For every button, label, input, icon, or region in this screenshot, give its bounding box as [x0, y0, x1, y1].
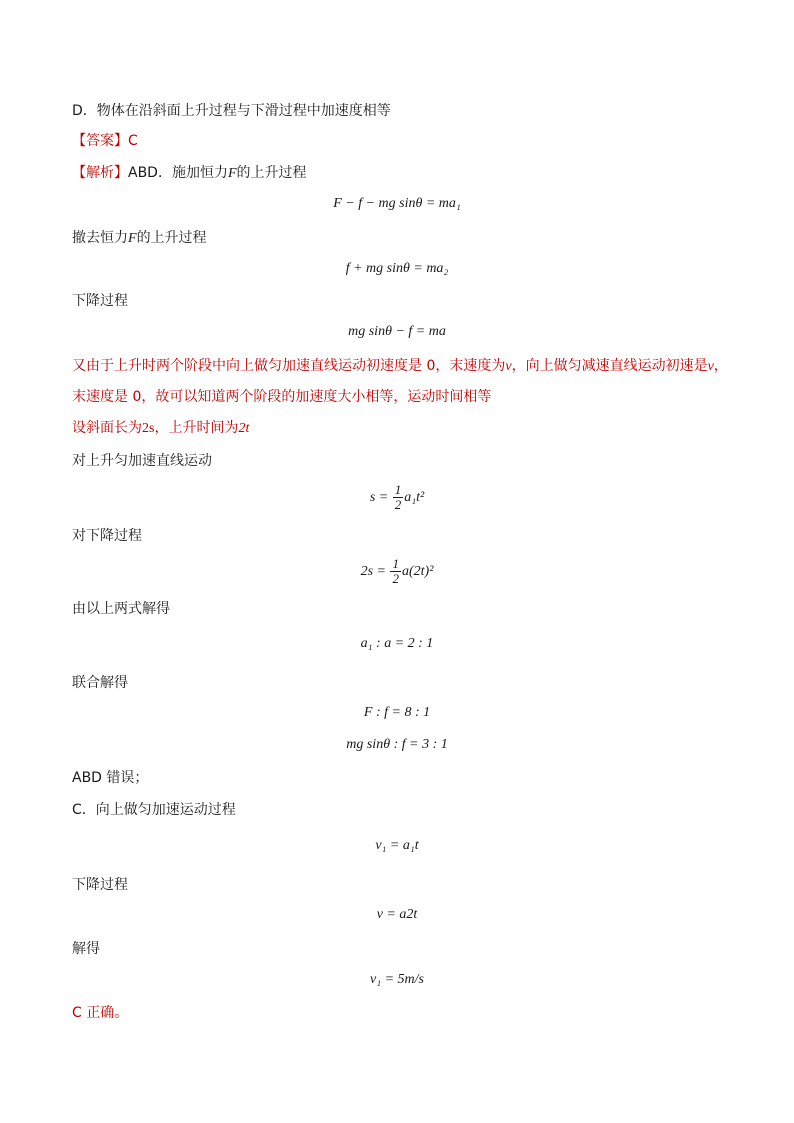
eq4-rhs: a₁t² [404, 490, 425, 505]
equation-2: f + mg sinθ = ma₂ [345, 261, 449, 276]
var-f-2: F [128, 231, 137, 246]
eq5-numerator: 1 [392, 556, 399, 572]
equation-8: mg sinθ : f = 3 : 1 [346, 737, 448, 752]
remove-force-line [72, 228, 207, 249]
eq4-lhs: s = [369, 490, 389, 505]
remove-force-text: 撤去恒力 [72, 230, 128, 246]
equation-7: F : f = 8 : 1 [363, 705, 431, 720]
c-up-line: C．向上做匀加速运动过程 [72, 802, 236, 818]
analysis-intro-text: ABD．施加恒力 [128, 165, 228, 181]
eq5-rhs: a(2t)² [401, 564, 434, 579]
var-2t: 2t [238, 421, 250, 436]
explanation-line-1 [72, 356, 728, 377]
eq4-numerator: 1 [394, 482, 402, 498]
explanation-line-2: 末速度是 0，故可以知道两个阶段的加速度大小相等，运动时间相等 [72, 389, 492, 405]
solve-line: 解得 [72, 941, 100, 957]
remove-force-tail: 的上升过程 [136, 230, 207, 246]
equation-5 [0, 556, 794, 588]
eq4-denominator: 2 [394, 497, 402, 513]
answer-value: C [128, 133, 138, 149]
answer-line [72, 131, 138, 151]
option-d-text: D．物体在沿斜面上升过程与下滑过程中加速度相等 [72, 103, 391, 119]
let-text-b: ，上升时间为 [154, 420, 239, 436]
analysis-tag: 【解析】 [72, 165, 128, 181]
explanation-text-c: ， [713, 358, 728, 374]
let-text-a: 设斜面长为 [72, 420, 142, 436]
analysis-intro [72, 163, 307, 184]
equation-4 [0, 482, 794, 514]
explanation-text-a: 又由于上升时两个阶段中向上做匀加速直线运动初速度是 0，末速度为 [72, 358, 506, 374]
descend-line: 下降过程 [72, 293, 128, 309]
explanation-text-b: ，向上做匀减速直线运动初速是 [511, 358, 708, 374]
equation-9: v₁ = a₁t [375, 838, 419, 853]
combine-line: 联合解得 [72, 675, 128, 691]
from-two-line: 由以上两式解得 [72, 601, 170, 617]
var-2s: 2s [142, 421, 155, 436]
eq5-lhs: 2s = [360, 564, 386, 579]
equation-10: v = a2t [376, 907, 418, 922]
for-up-line: 对上升匀加速直线运动 [72, 453, 212, 469]
equation-11: v₁ = 5m/s [370, 972, 424, 987]
eq5-denominator: 2 [392, 571, 399, 587]
answer-tag: 【答案】 [72, 133, 128, 149]
fraction-half-2 [390, 557, 401, 586]
let-line [72, 418, 249, 439]
var-f: F [227, 166, 237, 181]
equation-3: mg sinθ − f = ma [348, 324, 446, 339]
for-down-line: 对下降过程 [72, 528, 142, 544]
descend-line-2: 下降过程 [72, 877, 128, 893]
analysis-intro-tail: 的上升过程 [236, 165, 307, 181]
abd-wrong-line: ABD 错误； [72, 770, 149, 786]
equation-1: F − f − mg sinθ = ma₁ [333, 196, 461, 211]
fraction-half [393, 483, 404, 512]
equation-6: a₁ : a = 2 : 1 [360, 636, 434, 651]
var-v-2: v [707, 359, 714, 374]
c-correct-line: C 正确。 [72, 1005, 129, 1021]
var-v-1: v [505, 359, 512, 374]
